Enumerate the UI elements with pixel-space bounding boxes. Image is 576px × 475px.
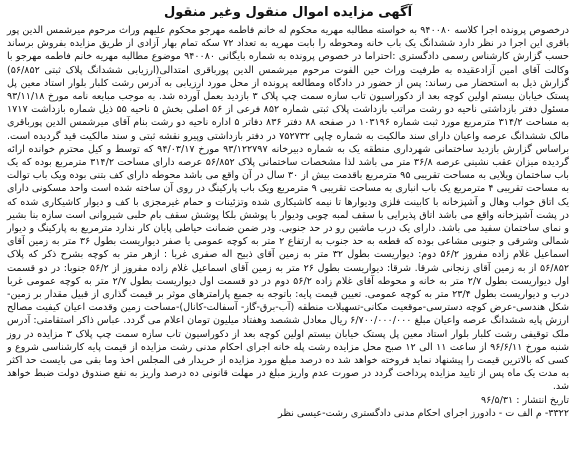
signature-line: ۳۳۲۲- م الف ت - دادورز اجرای احکام مدنی دادگستری رشت-عیسی نظر: [278, 407, 569, 419]
notice-title: آگهی مزایده اموال منقول وغیر منقول: [163, 5, 413, 20]
notice-body: درخصوص پرونده اجرا کلاسه ۹۴۰۰۸۰ به خواسته مطالبه مهریه محکوم له خانم فاطمه مهرجو محکوم علیهم وراث مرحوم میرشمس الدین پور باقری این اجرا در نظر دارد ششدانگ یک باب خانه ومحوطه را بابت مهریه به تعداد ۷۲ سکه تمام بهار آزادی از طریق مزایده بفروش برساند حسب گزارش کارشناس رسمی دادگستری :احتراما در خصوص پرونده به شماره بایگانی ۹۴۰۰۸۰ موضوع مطالبه مهریه خانم فاطمه مهرجو با وکالت آقای امین آزادعقیده به طرفیت وراث حین الفوت مرحوم میرشمس الدین پورباقری امتدالی(ارزیابی ششدانگ پلاک ثبتی ۵۶/۸۵۲) گزارش ذیل به استحضار می رساند: پس از حضور در دادگاه ومطالعه پرونده از محل مورد ارزیابی به آدرس رشت کلبار بلوار استاد معین پل پستک خیابان بیستم اولین کوچه بعد از دکوراسیون تاب سازه سمت چپ پلاک ۳ بازدید بعمل آورده شد. به موجب مبایعه نامه مورخ ۹۳/۱۱/۱۸ مسئول دفتر بازداشتی ناحیه دو رشت مراتب بازداشت پلاک ثبتی شماره ۸۵۲ فرعی از ۵۶ اصلی بخش ۵ ناحیه ۵۵ ذیل شماره بازداشت ۱۷۱۷ به مساحت ۳۱۴/۲ مترمربع مورد ثبت شماره ۱۰۳۱۹۶ در صفحه ۸۸ دفتر ۸۳۶ دفاتر ۵ اداره ناحیه دو رشت بنام آقای میرشمس الدین پورباقری مالک ششدانگ عرصه واعیان دارای سند مالکیت به شماره چاپی ۷۵۲۷۳۲ در دفتر بازداشتی وپیرو نقشه ثبتی و سند مالکیت قید گردیده است. براساس گزارش بازدید ساختمانی شهرداری منطقه یک به شماره دبیرخانه ۹۳/۱۲۲۷۹۷ مورخ ۹۴/۰۳/۱۷ که توسط و کیل محترم خوانده ارائه گردیده میزان عقب نشینی عرصه ۳۶/۸ متر می باشد لذا مشخصات ساختمانی پلاک ۵۶/۸۵۲ عرصه دارای مساحت ۳۱۴/۲ مترمربع بوده که یک باب ساختمان ویلایی به مساحت تقریبی ۹۵ مترمربع باقدمت بیش از ۳۰ سال در آن واقع می باشد محوطه دارای کف بتنی بوده ویک باب توالت به مساحت تقریبی ۴ مترمربع یک باب انباری به مساحت تقریبی ۹ مترمربع ویک باب پارکینگ در روی آن ساخته شده است واحد مسکونی دارای یک اتاق خواب وهال و آشپزخانه با کابینت فلزی ودیوارها تا نیمه کاشیکاری شده وتزئینات و حمام غیرمجزی با کف و دیوار کاشیکاری شده که در پشت آشپزخانه واقع می باشد اتاق پذیرایی با سقف لمبه چوبی ودیوار با پوشش بلکا پوشش سقف بام حلبی شیروانی است سازه بنا بشیر و نمای ساختمان سفید می باشد. دارای یک درب ماشین رو در حد جنوبی. ودر ضمن ضمانت حیاطی پایان کار ندارد مترمربع به پارکینگ و دیوار شمالی وشرقی و جنوبی مشاعی بوده که قطعه به حد جنوب به ارتفاع ۲ متر به کوچه عمومی یا صفر دیواریست بطول ۳۶ متر به زمین آقای اسماعیل غلام زاده مفروز ۵۶/۲ دوم: دیواریست بطول ۳۲ متر به زمین آقای ذبیح اله صفری غربا : ازهر متر به کوچه بشرح ذکر که پلاک ۵۶/۸۵۲ از به زمین آقای زنجانی شرقا. شرقا: دیواریست بطول ۲۶ متر به زمین آقای اسماعیل غلام زاده مفروز از ۵۶/۲ جنوبا: در دو قسمت اول دیواریست بطول ۲/۷ متر به خانه و محوطه آقای غلام زاده ۵۶/۲ دوم در دو قسمت اول دیواریست بطول ۲/۷ متر به کوچه عمومی غربا درب و دیواریست بطول ۲۳/۴ متر به کوچه عمومی. تعیین قیمت پایه: باتوجه به جمیع پارامترهای موثر بر قیمت گذاری از قبیل مقدار بر زمین-شکل هندسی-عرض کوچه دسترسی-موقعیت مکانی-تسهیلات منطقه (آب-برق-گاز- آسفالت-کانال)-مساحت زمین وقدمت اعیان کیفیت مصالح ارزش پایه ششدانگ عرصه واعیان مبلغ ۶/۷۰۰/۰۰۰/۰۰۰ ریال معادل ششصد وهفتاد میلیون تومان اعلام می گردد. عباس ذاکر استقامتی: آدرس ملک توقیفی رشت کلبار بلوار استاد معین پل پستک خیابان بیستم اولین کوچه بعد از دکوراسیون تاب سازه سمت چپ پلاک ۳ مزایده در روز شنبه مورخ ۹۶/۶/۱۱ از ساعت ۱۱ الی ۱۲ صبح محل مزایده رشت پله خانه اجرای احکام مدنی رشت مزایده از قیمت پایه کارشناسی شروع و کسی که بالاترین قیمت را پیشنهاد نماید فروخته خواهد شد ده درصد مبلغ مورد مزایده از خریدار فی المجلس اخذ وما بقی می بایست حد اکثر به مدت یک ماه پس از تایید مزایده پرداخت گردد در صورت عدم واریز مبلغ در مهلت قانونی ده درصد واریز به نفع صندوق دولت ضبط خواهد شد.: [7, 25, 570, 393]
publish-date: تاریخ انتشار : ۹۶/۵/۳۱: [480, 394, 569, 406]
